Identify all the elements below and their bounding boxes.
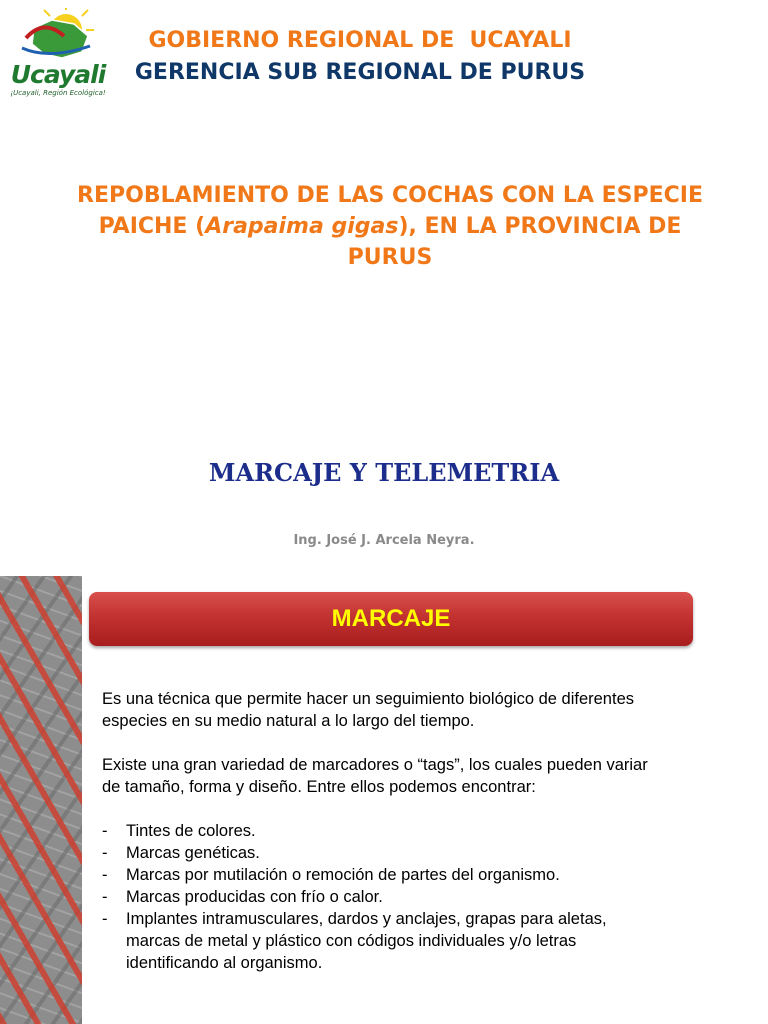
banner-title: MARCAJE xyxy=(331,605,451,632)
logo-tagline: ¡Ucayali, Región Ecológica! xyxy=(10,89,106,97)
list-item: - Tintes de colores. xyxy=(102,820,662,842)
region-map-icon xyxy=(4,8,104,68)
slide-marcaje xyxy=(0,576,768,1024)
list-item: - Marcas por mutilación o remoción de partes del organismo. xyxy=(102,864,662,886)
list-item: - Marcas genéticas. xyxy=(102,842,662,864)
gerencia-heading: GERENCIA SUB REGIONAL DE PURUS xyxy=(134,60,586,85)
logo-name: Ucayali xyxy=(10,60,106,89)
list-item: - Marcas producidas con frío o calor. xyxy=(102,886,662,908)
paragraph-definition: Es una técnica que permite hacer un seguimiento biológico de diferentes especies en su medio natural a lo largo del tiempo. xyxy=(102,690,634,730)
government-heading: GOBIERNO REGIONAL DE UCAYALI xyxy=(148,28,572,53)
paragraph-tags: Existe una gran variedad de marcadores o “tags”, los cuales pueden variar de tamaño, forma y diseño. Entre ellos podemos encontrar: xyxy=(102,756,648,796)
list-item: - Implantes intramusculares, dardos y anclajes, grapas para aletas, marcas de metal y plástico con códigos individuales y/o letras identificando al organismo. xyxy=(102,908,662,974)
project-title xyxy=(70,180,710,273)
species-name: Arapaima gigas xyxy=(205,214,399,239)
project-title-part1: REPOBLAMIENTO DE LAS COCHAS CON LA ESPECIE PAICHE ( xyxy=(77,183,703,239)
project-title-part2: ), EN LA PROVINCIA DE PURUS xyxy=(347,214,682,270)
marker-list xyxy=(102,820,662,974)
ucayali-logo xyxy=(4,8,106,97)
slide-subtitle: MARCAJE Y TELEMETRIA xyxy=(208,458,560,487)
author-name: Ing. José J. Arcela Neyra. xyxy=(293,533,475,548)
decorative-side-image xyxy=(0,576,82,1024)
section-banner xyxy=(89,592,693,646)
slide-body xyxy=(102,688,662,974)
